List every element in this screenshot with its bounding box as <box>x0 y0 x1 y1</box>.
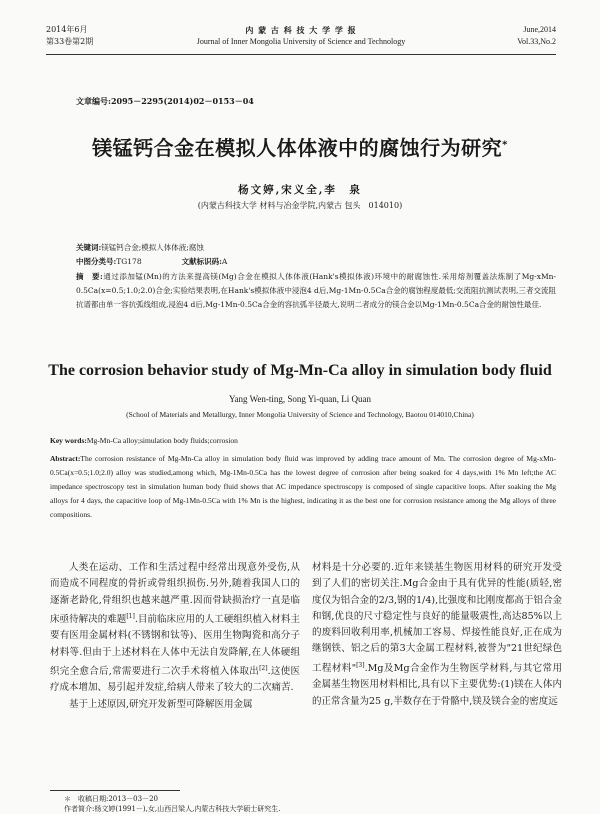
abstract-en-text: The corrosion resistance of Mg-Mn-Ca alloy in simulation body fluid was improved by adding trace amount of Mn. The corrosion degree of Mg-xMn-0.5Ca(x=0.5;1.0;2.0) alloy was studied,among which, Mg-1Mn-0.5Ca has the lowest degree of corrosion after being soaked for 4 days,with 1% Mn left;the AC impedance spectroscopy test in simulation human body fluid shows that AC impedance spectroscopy is composed of single capacitive loops. After soaking the Mg alloys for 4 days, the capacitive loop of Mg-1Mn-0.5Ca with 1% Mn is the highest, indicating it as the best one for corrosion resistance among the Mg alloys of three compositions. <box>50 454 556 519</box>
body-paragraph <box>50 560 300 697</box>
body-paragraph: 基于上述原因,研究开发新型可降解医用金属 <box>69 698 253 710</box>
keywords-cn-label: 关键词: <box>76 243 102 252</box>
journal-name-cn: 内 蒙 古 科 技 大 学 学 报 <box>245 25 357 35</box>
header-date-en: June,2014 <box>523 25 556 34</box>
body-column-left <box>50 560 300 713</box>
title-text: 镁锰钙合金在模拟人体体液中的腐蚀行为研究 <box>92 136 503 160</box>
body-text: .目前临床应用的人工硬组织植入材料主要有医用金属材料(不锈钢和钛等)、医用生物陶瓷和高分子材料等.但由于上述材料在人体中无法自发降解,在人体硬组织完全愈合后,常需要进行二次手术将植入体取出 <box>50 614 300 678</box>
keywords-en-text: Mg-Mn-Ca alloy;simulation body fluids;corrosion <box>86 436 238 445</box>
keywords-en-label: Key words: <box>50 436 87 445</box>
abstract-cn <box>76 270 556 312</box>
body-paragraph <box>312 560 562 710</box>
header-center <box>46 24 556 48</box>
header-right <box>517 24 556 48</box>
footnote-divider <box>50 790 180 791</box>
doc-code-label: 文献标识码: <box>181 257 222 266</box>
paper-title-en: The corrosion behavior study of Mg-Mn-Ca alloy in simulation body fluid <box>48 362 552 379</box>
affiliation-en: (School of Materials and Metallurgy, Inner Mongolia University of Science and Technology, Baotou 014010,China) <box>126 410 474 419</box>
doc-code-value: A <box>221 257 228 266</box>
article-number: 文章编号:2095－2295(2014)02－0153－04 <box>76 96 254 106</box>
footnote-received: ＊ 收稿日期:2013－03－20 <box>64 795 158 803</box>
citation-ref: [1] <box>126 612 135 620</box>
affiliation-cn: (内蒙古科技大学 材料与冶金学院,内蒙古 包头 014010) <box>197 201 403 210</box>
clc-value: TG178 <box>116 257 142 266</box>
header-date-cn: 2014年6月 <box>46 25 88 34</box>
authors-cn: 杨文婷,宋义全,李 泉 <box>238 184 362 196</box>
keywords-cn-text: 镁锰钙合金;模拟人体体液;腐蚀 <box>101 243 204 252</box>
abstract-cn-label: 摘 要: <box>76 272 103 281</box>
citation-ref: [3] <box>356 661 365 669</box>
body-text: 材料是十分必要的.近年来镁基生物医用材料的研究开发受到了人们的密切关注.Mg合金由于具有优异的性能(质轻,密度仅为铝合金的2/3,钢的1/4),比强度和比刚度都高于铝合金和钢,优良的尺寸稳定性与良好的能量吸震性,高达85%以上的废料回收利用率,机械加工容易、焊接性能良好,正在成为继钢铁、铝之后的第3大金属工程材料,被誉为"21世纪绿色工程材料" <box>312 562 562 674</box>
body-text: 人类在运动、工作和生活过程中经常出现意外受伤,从而造成不同程度的骨折或骨组织损伤.另外,随着我国人口的逐渐老龄化,骨组织也越来越严重.因而骨缺损治疗一直是临床亟待解决的难题 <box>50 562 300 626</box>
journal-name-en: Journal of Inner Mongolia University of Science and Technology <box>196 37 406 46</box>
body-column-right <box>312 560 562 710</box>
citation-ref: [2] <box>259 664 268 672</box>
classification-line <box>76 256 227 267</box>
running-header <box>46 24 556 55</box>
paper-title-cn <box>0 132 600 161</box>
header-volume-en: Vol.33,No.2 <box>517 37 556 46</box>
title-footnote-mark: * <box>502 139 508 151</box>
keywords-cn <box>76 242 204 253</box>
abstract-en <box>50 452 556 522</box>
abstract-cn-text: 通过添加锰(Mn)的方法来提高镁(Mg)合金在模拟人体体液(Hank's模拟体液)环境中的耐腐蚀性.采用熔剂覆盖法炼制了Mg-xMn-0.5Ca(x=0.5;1.0;2.0)合金;实验结果表明,在Hank's模拟体液中浸泡4 d后,Mg-1Mn-0.5Ca合金的腐蚀程度最低;交流阻抗测试表明,三者交流阻抗谱都由单一容抗弧线组成,浸泡4 d后,Mg-1Mn-0.5Ca合金的容抗弧半径最大,说明二者成分的镁合金以Mg-1Mn-0.5Ca合金的耐蚀性最佳. <box>76 272 556 309</box>
body-text: .这使医疗成本增加、易引起并发症,给病人带来了较大的二次痛苦. <box>50 666 300 694</box>
clc-label: 中图分类号: <box>76 257 117 266</box>
keywords-en <box>50 436 238 445</box>
abstract-en-label: Abstract: <box>50 454 81 463</box>
body-text: .Mg及Mg合金作为生物医学材料,与其它常用金属基生物医用材料相比,具有以下主要优势:(1)镁在人体内的正常含量为25 g,半数存在于骨骼中,镁及镁合金的密度远 <box>312 662 562 707</box>
footnote-author: 作者简介:杨文婷(1991－),女,山西吕梁人,内蒙古科技大学硕士研究生. <box>64 805 281 813</box>
authors-en: Yang Wen-ting, Song Yi-quan, Li Quan <box>228 394 372 404</box>
header-volume-cn: 第33卷第2期 <box>46 37 94 46</box>
